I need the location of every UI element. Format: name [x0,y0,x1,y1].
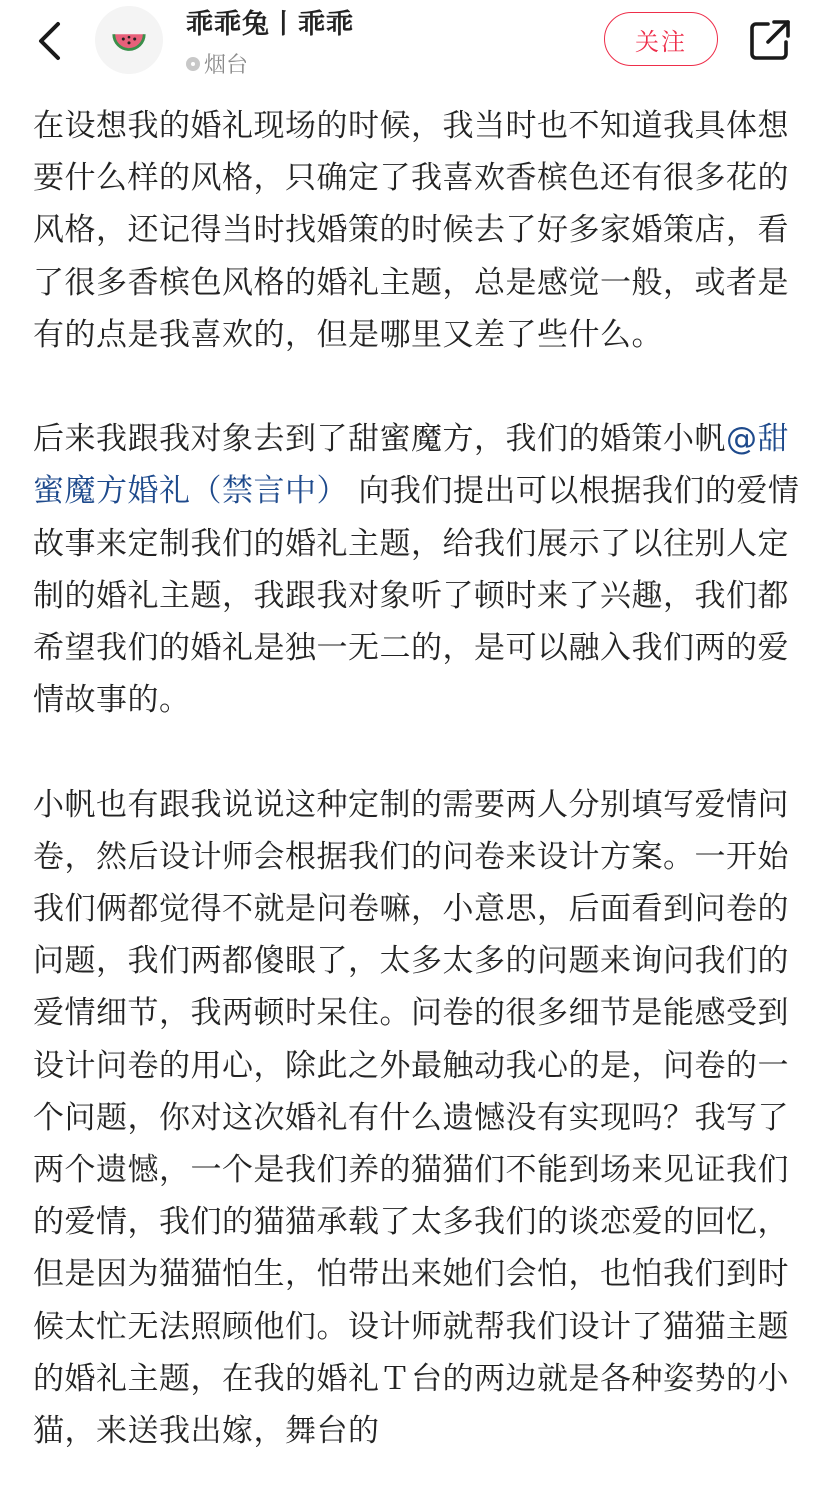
post-paragraph-1: 在设想我的婚礼现场的时候，我当时也不知道我具体想要什么样的风格，只确定了我喜欢香槟色还有很多花的风格，还记得当时找婚策的时候去了好多家婚策店，看了很多香槟色风格的婚礼主题，总是感觉一般，或者是有的点是我喜欢的，但是哪里又差了些什么。 [33,108,789,353]
share-icon [746,16,794,64]
mention-link[interactable]: @甜蜜魔方婚礼（禁言中） [33,421,789,510]
post-body [33,100,803,1509]
chevron-left-icon [36,21,64,61]
author-name[interactable]: 乖乖兔丨乖乖 [186,9,354,40]
paragraph-2-text-after: 向我们提出可以根据我们的爱情故事来定制我们的婚礼主题，给我们展示了以往别人定制的婚礼主题，我跟我对象听了顿时来了兴趣，我们都希望我们的婚礼是独一无二的，是可以融入我们两的爱情故事的。 [33,473,800,719]
post-paragraph-3: 小帆也有跟我说说这种定制的需要两人分别填写爱情问卷，然后设计师会根据我们的问卷来设计方案。一开始我们俩都觉得不就是问卷嘛，小意思，后面看到问卷的问题，我们两都傻眼了，太多太多的问题来询问我们的爱情细节，我两顿时呆住。问卷的很多细节是能感受到设计问卷的用心，除此之外最触动我心的是，问卷的一个问题，你对这次婚礼有什么遗憾没有实现吗？我写了两个遗憾，一个是我们养的猫猫们不能到场来见证我们的爱情，我们的猫猫承载了太多我们的谈恋爱的回忆，但是因为猫猫怕生，怕带出来她们会怕，也怕我们到时候太忙无法照顾他们。设计师就帮我们设计了猫猫主题的婚礼主题，在我的婚礼Ｔ台的两边就是各种姿势的小猫，来送我出嫁，舞台的 [33,786,789,1450]
author-avatar[interactable] [95,6,163,74]
location-pin-icon [186,57,200,71]
paragraph-2-text-before: 后来我跟我对象去到了甜蜜魔方，我们的婚策小帆 [33,421,726,458]
post-paragraph-2 [33,413,803,726]
follow-button[interactable]: 关注 [604,12,718,66]
author-location [186,48,248,79]
share-button[interactable] [746,16,794,64]
back-button[interactable] [30,18,70,64]
watermelon-icon [110,21,148,59]
post-header [0,0,828,88]
location-text: 烟台 [204,53,249,78]
